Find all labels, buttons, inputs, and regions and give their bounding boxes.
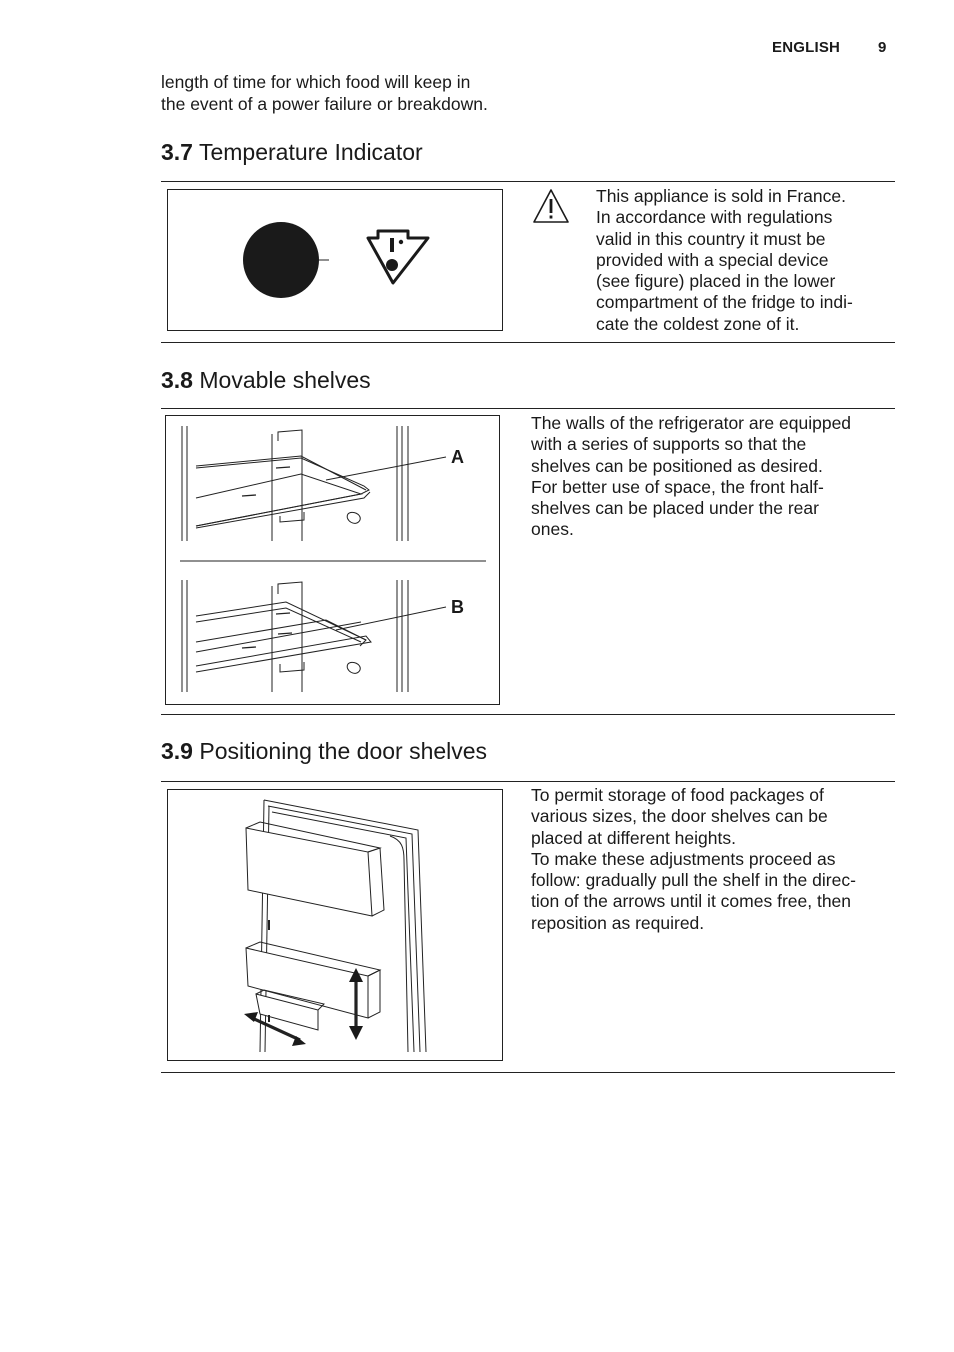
section-top-rule bbox=[161, 781, 895, 782]
temperature-symbol-icon bbox=[368, 231, 428, 283]
door-shelves-figure bbox=[167, 789, 503, 1061]
figure-label-b: B bbox=[451, 597, 464, 617]
section-title-text: Movable shelves bbox=[199, 367, 371, 393]
section-top-rule bbox=[161, 408, 895, 409]
section-bottom-rule bbox=[161, 1072, 895, 1073]
section-title-movable-shelves bbox=[161, 367, 371, 394]
section-bottom-rule bbox=[161, 714, 895, 715]
section-title-text: Positioning the door shelves bbox=[199, 738, 488, 764]
header-language: ENGLISH bbox=[772, 39, 841, 56]
section-number: 3.9 bbox=[161, 738, 193, 764]
door-shelves-text: To permit storage of food packages of various sizes, the door shelves can be placed at different heights. To make these adjustments proceed as follow: gradually pull the shelf in the direc- tion of the arrows until it comes free, then reposition as required. bbox=[531, 785, 856, 933]
section-bottom-rule bbox=[161, 342, 895, 343]
figure-label-a: A bbox=[451, 447, 464, 467]
section-number: 3.8 bbox=[161, 367, 193, 393]
section-title-positioning-door-shelves bbox=[161, 738, 487, 765]
indicator-dial-icon bbox=[243, 222, 319, 298]
section-number: 3.7 bbox=[161, 139, 193, 165]
movable-shelves-figure bbox=[165, 415, 500, 705]
temperature-indicator-text: This appliance is sold in France. In accordance with regulations valid in this country it must be provided with a special device (see figure) placed in the lower compartment of the fridge to indi- cate the coldest zone of it. bbox=[596, 186, 853, 334]
temperature-indicator-figure bbox=[167, 189, 503, 331]
movable-shelves-text: The walls of the refrigerator are equipped with a series of supports so that the shelves can be positioned as desired. For better use of space, the front half- shelves can be placed under the rear ones. bbox=[531, 413, 852, 540]
intro-text: length of time for which food will keep in the event of a power failure or breakdown. bbox=[161, 72, 488, 114]
shelf-diagram-b bbox=[182, 580, 446, 692]
section-title-temperature-indicator bbox=[161, 139, 423, 166]
page-number: 9 bbox=[878, 39, 887, 56]
section-title-text: Temperature Indicator bbox=[198, 139, 423, 165]
shelf-diagram-a bbox=[182, 426, 446, 541]
warning-triangle-icon bbox=[531, 187, 571, 227]
section-top-rule bbox=[161, 181, 895, 182]
